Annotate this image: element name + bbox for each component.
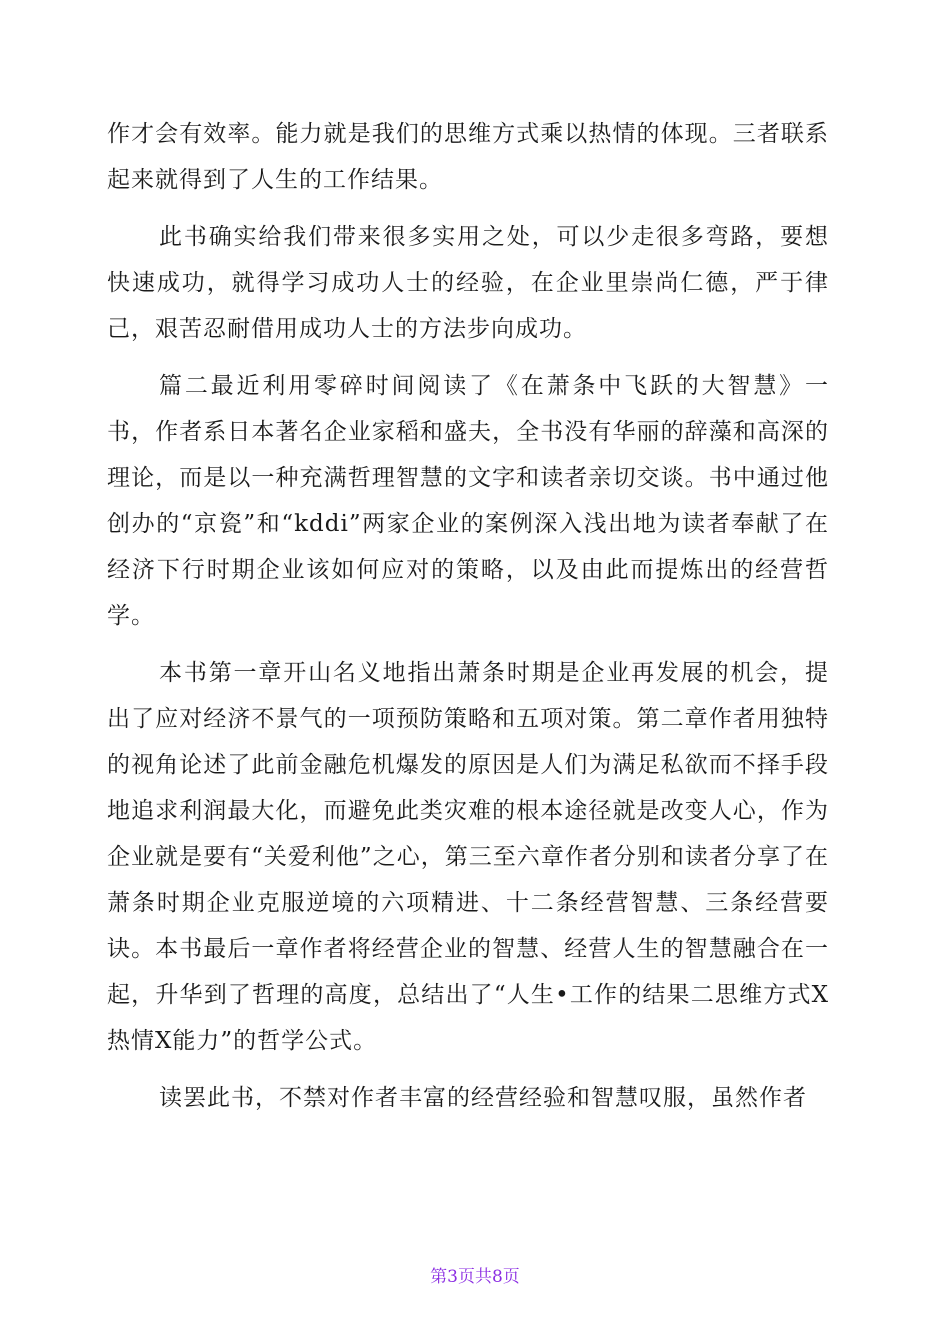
document-body — [107, 111, 829, 1132]
paragraph-4: 本书第一章开山名义地指出萧条时期是企业再发展的机会，提出了应对经济不景气的一项预防策略和五项对策。第二章作者用独特的视角论述了此前金融危机爆发的原因是人们为满足私欲而不择手段地追求利润最大化，而避免此类灾难的根本途径就是改变人心，作为企业就是要有“关爱利他”之心，第三至六章作者分别和读者分享了在萧条时期企业克服逆境的六项精进、十二条经营智慧、三条经营要诀。本书最后一章作者将经营企业的智慧、经营人生的智慧融合在一起，升华到了哲理的高度，总结出了“人生•工作的结果二思维方式X热情X能力”的哲学公式。 — [107, 660, 829, 1054]
paragraph-1: 作才会有效率。能力就是我们的思维方式乘以热情的体现。三者联系起来就得到了人生的工作结果。 — [107, 121, 829, 193]
paragraph-2: 此书确实给我们带来很多实用之处，可以少走很多弯路，要想快速成功，就得学习成功人士的经验，在企业里崇尚仁德，严于律己，艰苦忍耐借用成功人士的方法步向成功。 — [107, 224, 829, 342]
paragraph-3: 篇二最近利用零碎时间阅读了《在萧条中飞跃的大智慧》一书，作者系日本著名企业家稻和盛夫，全书没有华丽的辞藻和高深的理论，而是以一种充满哲理智慧的文字和读者亲切交谈。书中通过他创办的“京瓷”和“kddi”两家企业的案例深入浅出地为读者奉献了在经济下行时期企业该如何应对的策略，以及由此而提炼出的经营哲学。 — [107, 373, 829, 629]
page-number-footer: 第3页共8页 — [430, 1267, 520, 1287]
paragraph-5: 读罢此书，不禁对作者丰富的经营经验和智慧叹服，虽然作者 — [159, 1085, 807, 1111]
